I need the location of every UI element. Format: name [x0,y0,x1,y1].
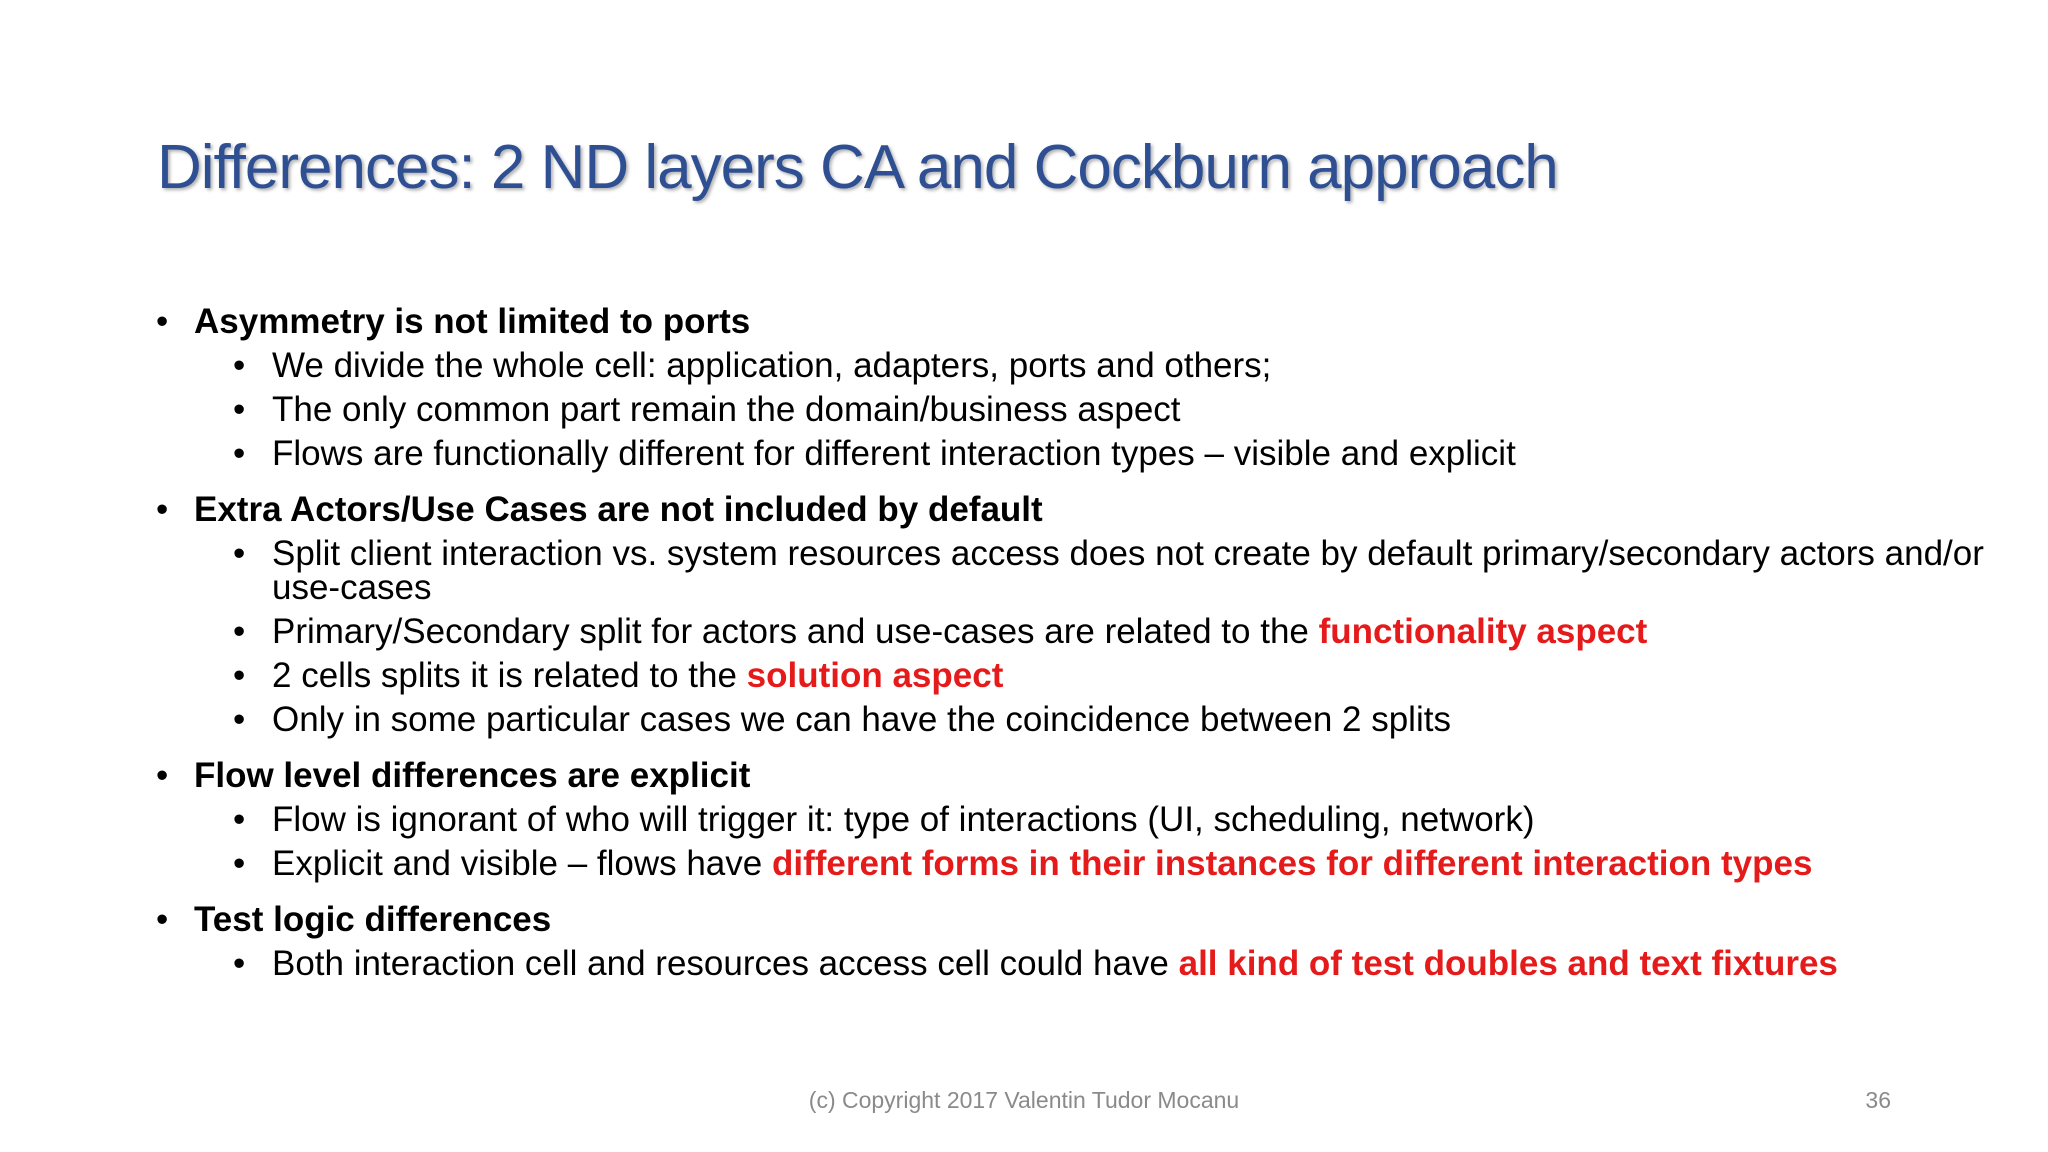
list-item-text: Explicit and visible – flows have [272,844,772,883]
list-item [156,698,1996,742]
bullet-icon: • [156,490,169,529]
highlight-text: functionality aspect [1318,612,1648,651]
list-item [156,942,1996,986]
slide-title: Differences: 2 ND layers CA and Cockburn approach [157,133,1558,202]
list-item [156,610,1996,654]
list-item-text: We divide the whole cell: application, adapters, ports and others; [272,346,1272,385]
section-heading [156,488,1996,532]
bullet-icon: • [233,434,246,473]
section-heading [156,300,1996,344]
list-item-text: Both interaction cell and resources access cell could have [272,944,1179,983]
highlight-text: different forms in their instances for different interaction types [771,844,1813,883]
list-item-text: 2 cells splits it is related to the [272,656,747,695]
list-item [156,388,1996,432]
highlight-text: all kind of test doubles and text fixtures [1178,944,1838,983]
bullet-icon: • [233,800,246,839]
list-item-text: Only in some particular cases we can have the coincidence between 2 splits [272,700,1451,739]
list-item [156,798,1996,842]
section-heading-text: Test logic differences [194,900,552,939]
list-item-text: The only common part remain the domain/business aspect [272,390,1181,429]
list-item-text: Flow is ignorant of who will trigger it: type of interactions (UI, scheduling, network) [272,800,1535,839]
bullet-icon: • [156,900,169,939]
list-item [156,654,1996,698]
section-heading-text: Flow level differences are explicit [194,756,751,795]
bullet-icon: • [233,700,246,739]
bullet-icon: • [233,944,246,983]
list-item-text: Flows are functionally different for different interaction types – visible and explicit [272,434,1516,473]
list-item [156,532,1996,610]
copyright-footer: (c) Copyright 2017 Valentin Tudor Mocanu [808,1087,1240,1113]
bullet-list [156,300,1996,986]
list-item [156,432,1996,476]
section-heading [156,898,1996,942]
list-item-text: Primary/Secondary split for actors and use-cases are related to the [272,612,1319,651]
bullet-icon: • [156,302,169,341]
bullet-icon: • [233,534,246,573]
list-item [156,842,1996,886]
bullet-icon: • [156,756,169,795]
list-item [156,344,1996,388]
highlight-text: solution aspect [746,656,1004,695]
section-heading-text: Extra Actors/Use Cases are not included by default [194,490,1043,529]
section-heading-text: Asymmetry is not limited to ports [194,302,751,341]
list-item-text: Split client interaction vs. system resources access does not create by default primary/secondary actors and/or use-cases [272,534,1984,607]
bullet-icon: • [233,612,246,651]
bullet-icon: • [233,346,246,385]
page-number: 36 [1865,1087,1891,1113]
section-heading [156,754,1996,798]
bullet-icon: • [233,844,246,883]
bullet-icon: • [233,390,246,429]
bullet-icon: • [233,656,246,695]
